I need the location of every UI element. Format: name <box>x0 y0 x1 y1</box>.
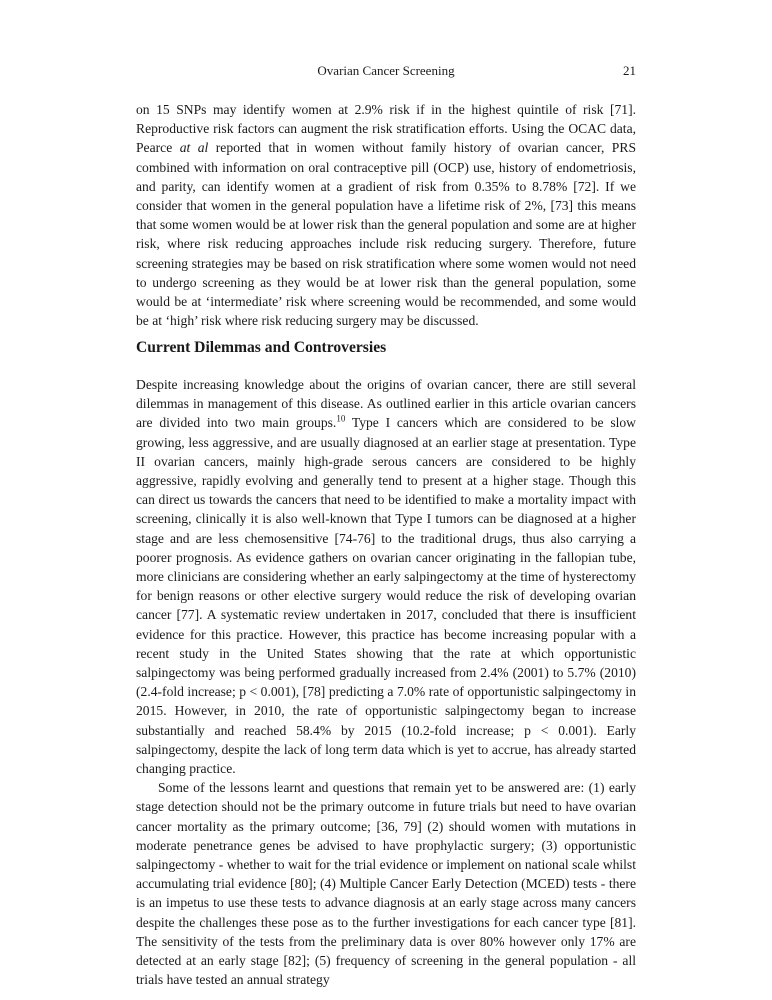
page-number: 21 <box>623 63 636 78</box>
running-title: Ovarian Cancer Screening <box>317 63 455 78</box>
section-body <box>136 375 636 990</box>
paragraph-text: on 15 SNPs may identify women at 2.9% risk if in the highest quintile of risk [71]. Reproductive risk factors can augment the risk stratification efforts. Using the OCAC data, Pearce <box>136 102 636 156</box>
paragraph-lessons: Some of the lessons learnt and questions that remain yet to be answered are: (1) early stage detection should not be the primary outcome in future trials but need to have ovarian cancer mortality as the primary outcome; [36, 79] (2) should women with mutations in moderate penetrance genes be advised to have prophylactic surgery; (3) opportunistic salpingectomy - whether to wait for the trial evidence or implement on national scale whilst accumulating trial evidence [80]; (4) Multiple Cancer Early Detection (MCED) tests - there is an impetus to use these tests to advance diagnosis at an early stage across many cancers despite the challenges these pose as to the further investigations for each cancer type [81]. The sensitivity of the tests from the preliminary data is over 80% however only 17% are detected at an early stage [82]; (5) frequency of screening in the general population - all trials have tested an annual strategy <box>136 780 636 988</box>
paragraph-dilemmas <box>136 375 636 778</box>
section-heading: Current Dilemmas and Controversies <box>136 339 387 356</box>
paragraph-text: Type I cancers which are considered to be slow growing, less aggressive, and are usually diagnosed at an earlier stage at presentation. Type II ovarian cancers, mainly high-grade serous cancers are considered to be highly aggressive, rapidly evolving and generally tend to present at a higher stage. Though this can direct us towards the cancers that need to be identified to make a mortality impact with screening, clinically it is also well-known that Type I tumors can be diagnosed at a higher stage and are less chemosensitive [74-76] to the traditional drugs, thus also carrying a poorer prognosis. As evidence gathers on ovarian cancer originating in the fallopian tube, more clinicians are considering whether an early salpingectomy at the time of hysterectomy for benign reasons or other elective surgery would reduce the risk of developing ovarian cancer [77]. A systematic review undertaken in 2017, concluded that there is insufficient evidence for this practice. However, this practice has become increasing popular with a recent study in the United States showing that the rate at which opportunistic salpingectomy was being performed gradually increased from 2.4% (2001) to 5.7% (2010) (2.4-fold increase; p < 0.001), [78] predicting a 7.0% rate of opportunistic salpingectomy in 2015. However, in 2010, the rate of opportunistic salpingectomy began to increase substantially and reached 58.4% by 2015 (10.2-fold increase; p < 0.001). Early salpingectomy, despite the lack of long term data which is yet to accrue, has already started changing practice. <box>136 415 637 777</box>
paragraph-risk-stratification <box>136 100 636 330</box>
paragraph-text: reported that in women without family history of ovarian cancer, PRS combined with information on oral contraceptive pill (OCP) use, history of endometriosis, and parity, can identify women at a gradient of risk from 0.35% to 8.78% [72]. If we consider that women in the general population have a lifetime risk of 2%, [73] this means that some women would be at lower risk than the general population and some are at higher risk, where risk reducing approaches include risk reducing surgery. Therefore, future screening strategies may be based on risk stratification where some women would not need to undergo screening as they would be at lower risk than the general population, some would be at ‘intermediate’ risk where screening would be recommended, and some would be at ‘high’ risk where risk reducing surgery may be discussed. <box>136 140 636 329</box>
italic-text: at al <box>179 140 209 156</box>
paragraph-text: Despite increasing knowledge about the origins of ovarian cancer, there are still several dilemmas in management of this disease. As outlined earlier in this article ovarian cancers are divided into two main groups. <box>136 377 636 431</box>
citation-superscript: 10 <box>336 413 346 424</box>
